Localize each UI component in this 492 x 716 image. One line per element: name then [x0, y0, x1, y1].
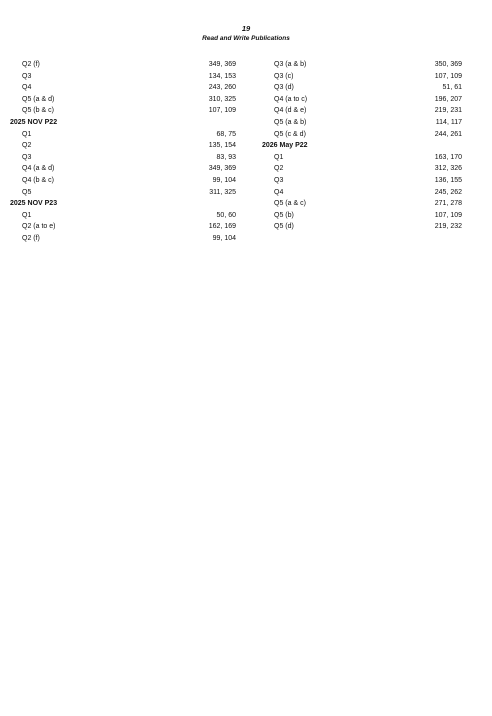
page-references: 245, 262 [434, 188, 462, 196]
index-entry-row [10, 233, 236, 245]
section-heading: 2026 May P22 [262, 142, 308, 150]
question-label: Q1 [22, 130, 32, 138]
index-column-right [262, 59, 462, 233]
page-references: 99, 104 [212, 176, 236, 184]
question-label: Q5 (b) [274, 211, 294, 219]
page-references: 107, 109 [434, 72, 462, 80]
page-references: 219, 231 [434, 107, 462, 115]
question-label: Q4 (a & d) [22, 165, 55, 173]
index-entry-row [262, 187, 462, 199]
page-references: 136, 155 [434, 176, 462, 184]
index-entry-row [10, 105, 236, 117]
question-label: Q3 [22, 72, 32, 80]
question-label: Q2 [274, 165, 284, 173]
index-entry-row [262, 175, 462, 187]
page-references: 83, 93 [216, 153, 236, 161]
page-references: 163, 170 [434, 153, 462, 161]
index-entry-row [10, 94, 236, 106]
question-label: Q2 (a to e) [22, 223, 56, 231]
index-entry-row [262, 210, 462, 222]
section-heading: 2025 NOV P23 [10, 200, 58, 208]
page-references: 99, 104 [212, 234, 236, 242]
page-references: 68, 75 [216, 130, 236, 138]
section-heading-row [262, 140, 462, 152]
question-label: Q5 (c & d) [274, 130, 306, 138]
page-references: 135, 154 [208, 142, 236, 150]
page-references: 134, 153 [208, 72, 236, 80]
page-references: 244, 261 [434, 130, 462, 138]
index-entry-row [10, 221, 236, 233]
question-label: Q4 (b & c) [22, 176, 54, 184]
index-entry-row [10, 71, 236, 83]
page-references: 312, 326 [434, 165, 462, 173]
question-label: Q5 (a & d) [22, 95, 55, 103]
index-entry-row [262, 198, 462, 210]
page-references: 271, 278 [434, 200, 462, 208]
index-entry-row [10, 175, 236, 187]
index-entry-row [262, 82, 462, 94]
question-label: Q3 (a & b) [274, 61, 307, 68]
index-entry-row [10, 163, 236, 175]
question-label: Q1 [274, 153, 284, 161]
index-entry-row [262, 221, 462, 233]
question-label: Q2 (f) [22, 234, 40, 242]
question-label: Q3 [22, 153, 32, 161]
publisher-name: Read and Write Publications [202, 35, 290, 42]
question-label: Q1 [22, 211, 32, 219]
index-entry-row [10, 59, 236, 71]
index-entry-row [262, 163, 462, 175]
question-label: Q3 [274, 176, 284, 184]
question-label: Q5 (d) [274, 223, 294, 231]
index-entry-row [10, 187, 236, 199]
question-label: Q2 [22, 142, 32, 150]
question-label: Q4 [274, 188, 284, 196]
index-entry-row [262, 117, 462, 129]
index-entry-row [10, 152, 236, 164]
page-references: 50, 60 [216, 211, 236, 219]
index-entry-row [262, 129, 462, 141]
page-references: 107, 109 [434, 211, 462, 219]
page-references: 311, 325 [209, 188, 236, 196]
index-entry-row [262, 71, 462, 83]
index-entry-row [262, 59, 462, 71]
page-number: 19 [241, 24, 251, 33]
page-header [0, 24, 492, 43]
index-entry-row [262, 152, 462, 164]
question-label: Q5 (b & c) [22, 107, 54, 115]
page-references: 243, 260 [208, 84, 236, 92]
page-references: 51, 61 [442, 84, 462, 92]
question-label: Q4 (a to c) [274, 95, 308, 103]
index-entry-row [10, 129, 236, 141]
index-entry-row [262, 105, 462, 117]
page-references: 162, 169 [208, 223, 236, 231]
question-label: Q5 [22, 188, 32, 196]
question-label: Q5 (a & c) [274, 200, 306, 208]
page-references: 114, 117 [435, 118, 462, 126]
index-column-left [10, 59, 236, 245]
page-references: 107, 109 [208, 107, 236, 115]
page-references: 196, 207 [434, 95, 462, 103]
question-label: Q5 (a & b) [274, 118, 307, 126]
question-label: Q4 [22, 84, 32, 92]
page-references: 219, 232 [434, 223, 462, 231]
question-label: Q3 (d) [274, 84, 294, 92]
page-references: 310, 325 [208, 95, 236, 103]
question-label: Q2 (f) [22, 61, 40, 68]
question-label: Q4 (d & e) [274, 107, 307, 115]
index-entry-row [10, 82, 236, 94]
page-references: 349, 369 [208, 61, 236, 68]
page-references: 350, 369 [434, 61, 462, 68]
index-entry-row [262, 94, 462, 106]
index-entry-row [10, 140, 236, 152]
section-heading-row [10, 198, 236, 210]
page-references: 349, 369 [208, 165, 236, 173]
question-label: Q3 (c) [274, 72, 294, 80]
section-heading-row [10, 117, 236, 129]
index-entry-row [10, 210, 236, 222]
section-heading: 2025 NOV P22 [10, 118, 58, 126]
